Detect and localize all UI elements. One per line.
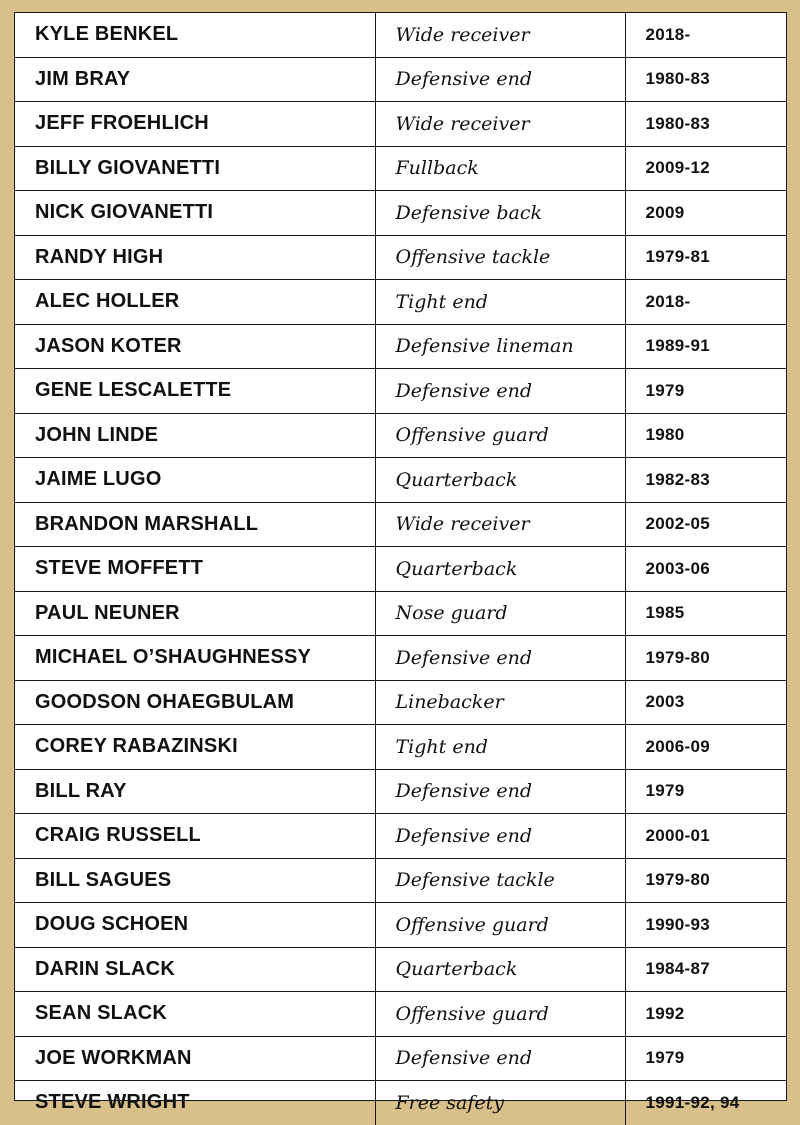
player-position: Tight end [375, 280, 625, 325]
player-position: Offensive tackle [375, 235, 625, 280]
table-row [15, 191, 786, 236]
player-position: Offensive guard [375, 903, 625, 948]
player-position: Linebacker [375, 680, 625, 725]
player-name: GOODSON OHAEGBULAM [15, 680, 375, 725]
table-row [15, 235, 786, 280]
player-years: 1979 [625, 769, 786, 814]
player-name: MICHAEL O’SHAUGHNESSY [15, 636, 375, 681]
player-years: 2000-01 [625, 814, 786, 859]
player-years: 1979-80 [625, 636, 786, 681]
player-years: 2003-06 [625, 547, 786, 592]
player-years: 2018- [625, 280, 786, 325]
player-name: STEVE WRIGHT [15, 1081, 375, 1125]
player-position: Defensive end [375, 769, 625, 814]
table-row [15, 903, 786, 948]
player-position: Defensive back [375, 191, 625, 236]
table-row [15, 102, 786, 147]
player-position: Defensive end [375, 369, 625, 414]
player-years: 1980-83 [625, 57, 786, 102]
table-row [15, 146, 786, 191]
player-name: COREY RABAZINSKI [15, 725, 375, 770]
player-position: Defensive lineman [375, 324, 625, 369]
player-position: Quarterback [375, 947, 625, 992]
table-row [15, 636, 786, 681]
player-name: BILLY GIOVANETTI [15, 146, 375, 191]
player-years: 1980 [625, 413, 786, 458]
player-name: JIM BRAY [15, 57, 375, 102]
table-row [15, 680, 786, 725]
player-name: SEAN SLACK [15, 992, 375, 1037]
table-row [15, 547, 786, 592]
player-position: Nose guard [375, 591, 625, 636]
table-row [15, 413, 786, 458]
table-row [15, 1081, 786, 1125]
table-row [15, 858, 786, 903]
table-row [15, 769, 786, 814]
table-row [15, 13, 786, 57]
player-position: Free safety [375, 1081, 625, 1125]
player-years: 1979-81 [625, 235, 786, 280]
player-position: Quarterback [375, 458, 625, 503]
player-name: JASON KOTER [15, 324, 375, 369]
table-row [15, 1036, 786, 1081]
player-position: Wide receiver [375, 13, 625, 57]
player-name: GENE LESCALETTE [15, 369, 375, 414]
player-name: DOUG SCHOEN [15, 903, 375, 948]
player-name: BILL SAGUES [15, 858, 375, 903]
player-years: 1979 [625, 369, 786, 414]
player-years: 1984-87 [625, 947, 786, 992]
player-position: Offensive guard [375, 992, 625, 1037]
player-name: NICK GIOVANETTI [15, 191, 375, 236]
table-row [15, 324, 786, 369]
player-years: 1982-83 [625, 458, 786, 503]
player-position: Quarterback [375, 547, 625, 592]
player-years: 1985 [625, 591, 786, 636]
player-name: JOE WORKMAN [15, 1036, 375, 1081]
player-name: DARIN SLACK [15, 947, 375, 992]
player-position: Defensive end [375, 814, 625, 859]
roster-table-frame [14, 12, 787, 1114]
player-position: Defensive end [375, 1036, 625, 1081]
player-position: Wide receiver [375, 102, 625, 147]
player-years: 1991-92, 94 [625, 1081, 786, 1125]
player-years: 2003 [625, 680, 786, 725]
player-name: ALEC HOLLER [15, 280, 375, 325]
player-name: JOHN LINDE [15, 413, 375, 458]
player-position: Defensive end [375, 636, 625, 681]
player-position: Defensive end [375, 57, 625, 102]
player-name: CRAIG RUSSELL [15, 814, 375, 859]
table-row [15, 725, 786, 770]
player-years: 2002-05 [625, 502, 786, 547]
player-years: 2009-12 [625, 146, 786, 191]
player-position: Tight end [375, 725, 625, 770]
player-position: Offensive guard [375, 413, 625, 458]
player-name: STEVE MOFFETT [15, 547, 375, 592]
player-name: RANDY HIGH [15, 235, 375, 280]
player-name: PAUL NEUNER [15, 591, 375, 636]
table-row [15, 280, 786, 325]
player-position: Defensive tackle [375, 858, 625, 903]
table-row [15, 947, 786, 992]
player-years: 1992 [625, 992, 786, 1037]
player-years: 2009 [625, 191, 786, 236]
table-row [15, 814, 786, 859]
player-name: KYLE BENKEL [15, 13, 375, 57]
player-years: 1979-80 [625, 858, 786, 903]
player-years: 1979 [625, 1036, 786, 1081]
player-position: Wide receiver [375, 502, 625, 547]
player-years: 2006-09 [625, 725, 786, 770]
roster-table-body [15, 13, 786, 1125]
table-row [15, 591, 786, 636]
player-years: 2018- [625, 13, 786, 57]
table-row [15, 502, 786, 547]
table-row [15, 992, 786, 1037]
player-name: BILL RAY [15, 769, 375, 814]
table-row [15, 458, 786, 503]
table-row [15, 369, 786, 414]
player-name: JAIME LUGO [15, 458, 375, 503]
player-name: JEFF FROEHLICH [15, 102, 375, 147]
player-years: 1990-93 [625, 903, 786, 948]
roster-table [15, 13, 786, 1125]
player-name: BRANDON MARSHALL [15, 502, 375, 547]
table-row [15, 57, 786, 102]
player-years: 1980-83 [625, 102, 786, 147]
player-position: Fullback [375, 146, 625, 191]
player-years: 1989-91 [625, 324, 786, 369]
